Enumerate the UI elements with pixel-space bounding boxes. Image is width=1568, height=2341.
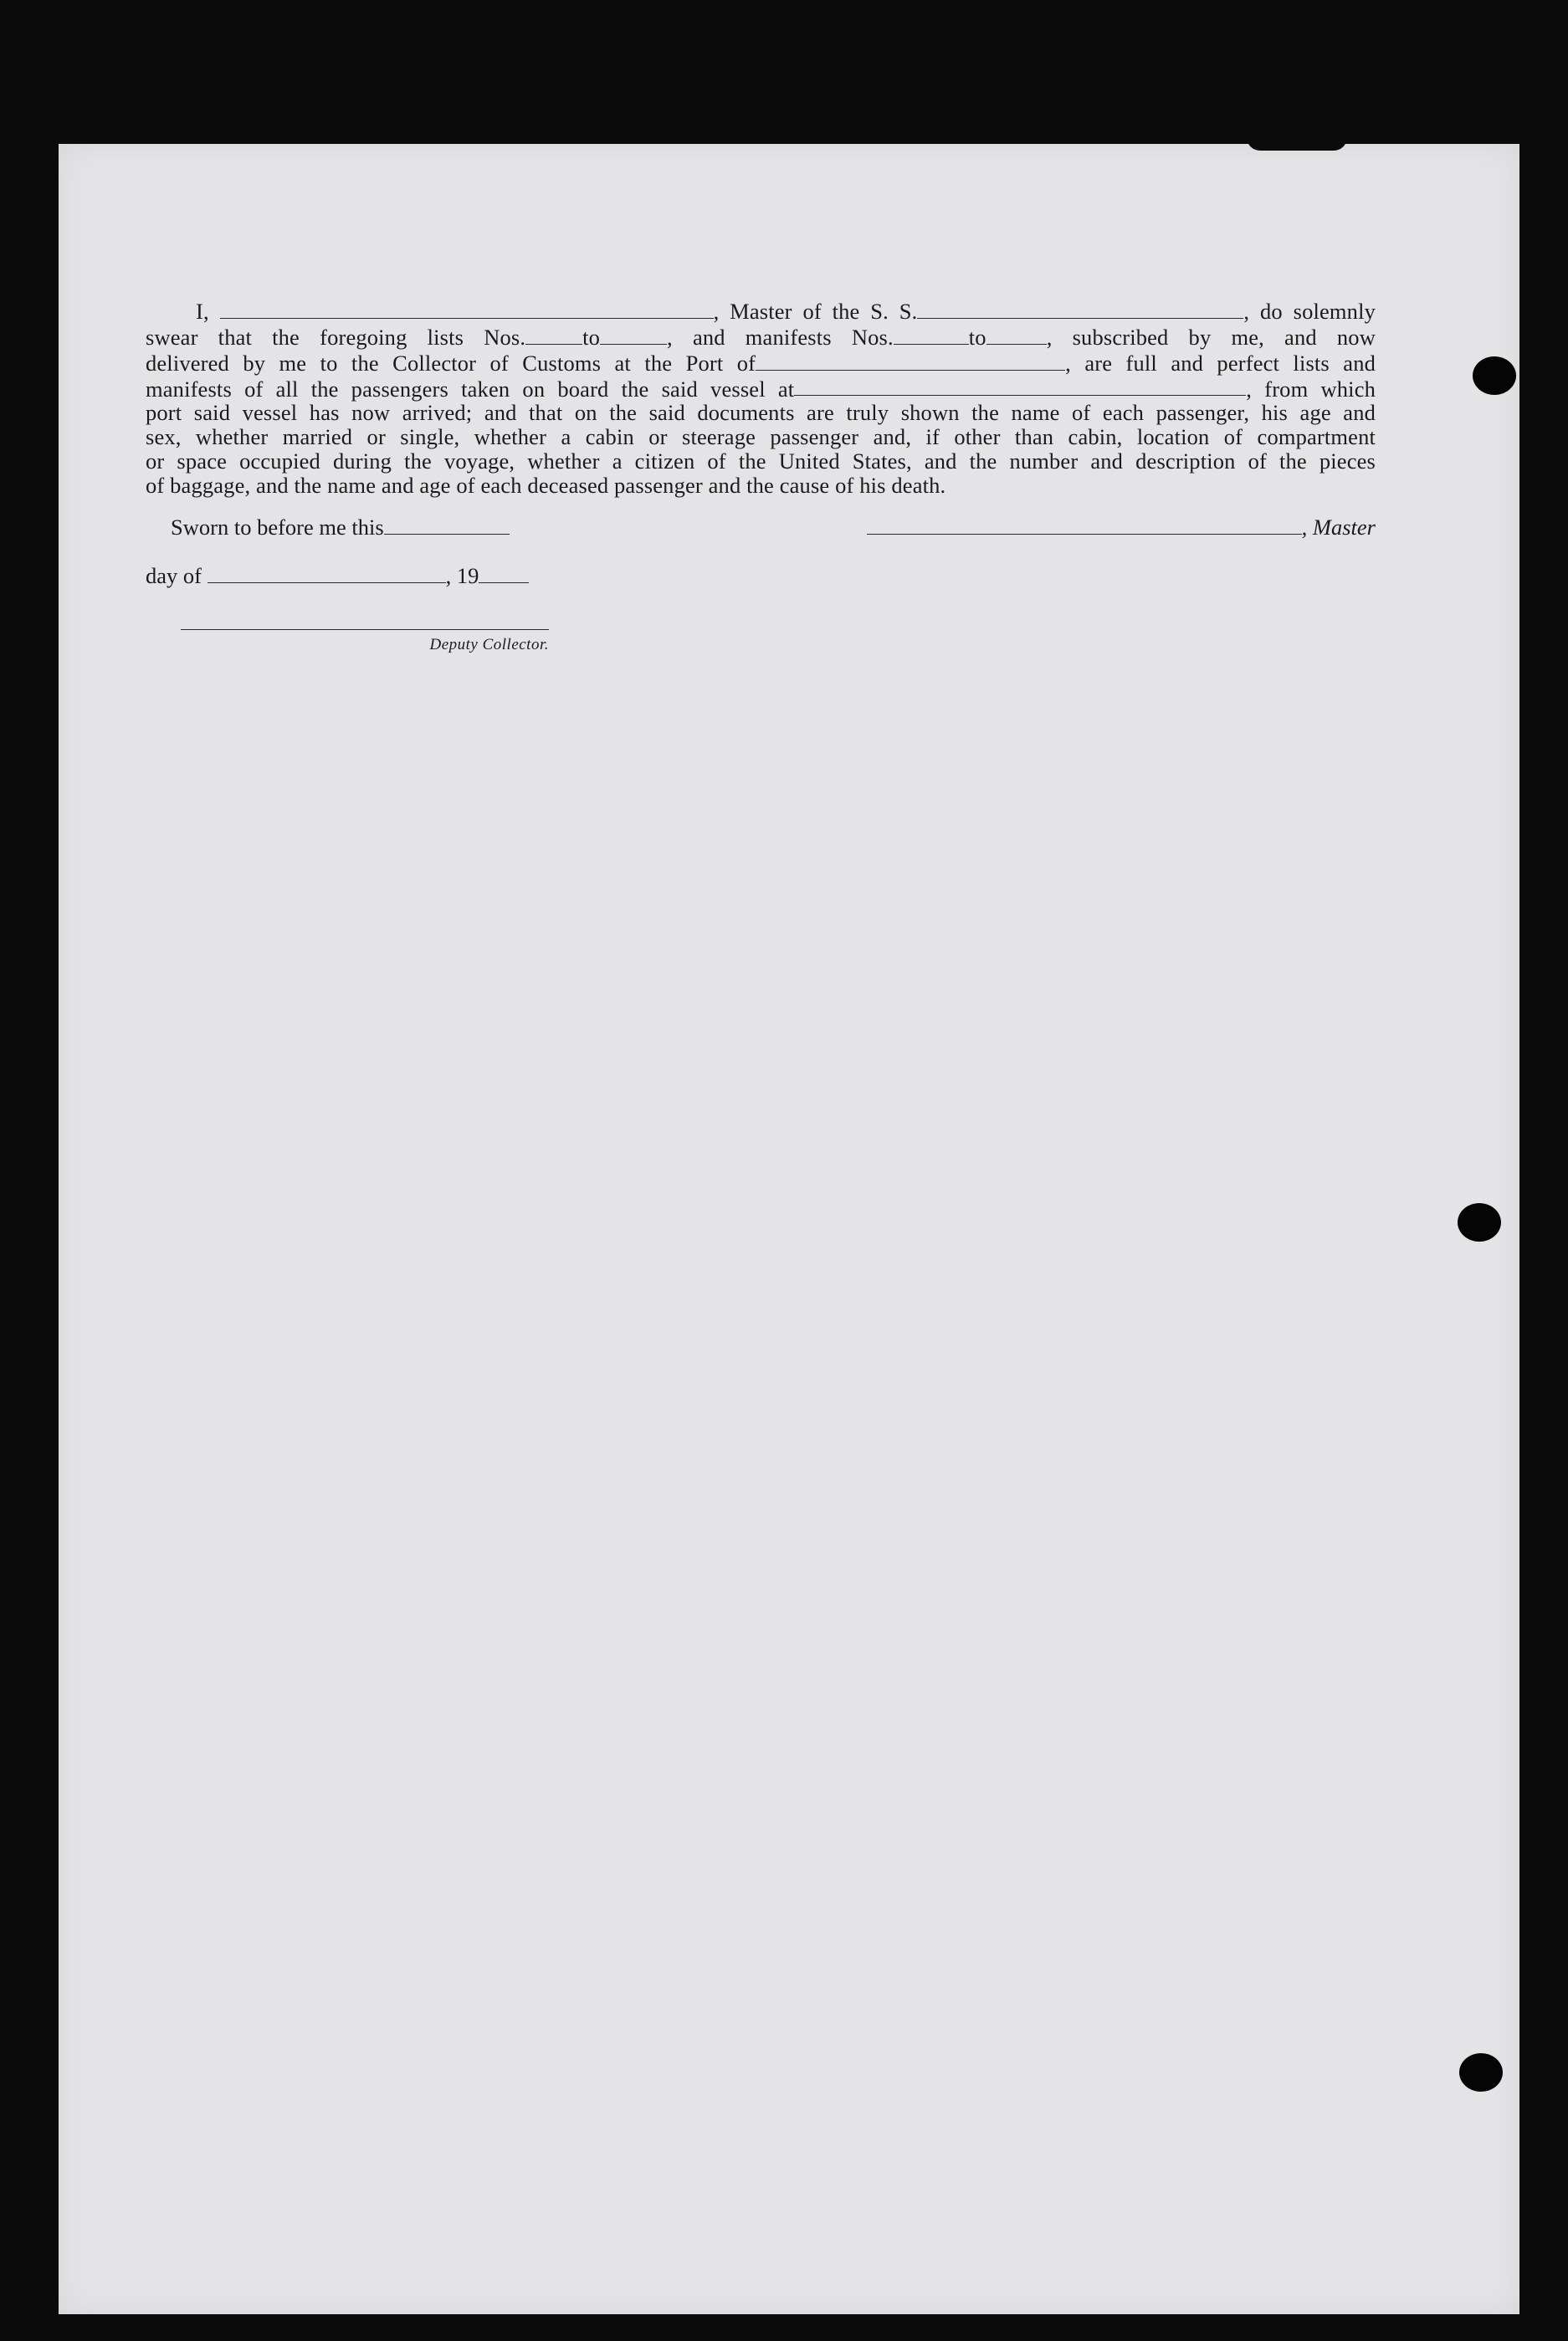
document-page [59,144,1519,2314]
oath-paragraph [146,298,1376,498]
master-name-blank [220,298,714,319]
master-label: , Master [1301,514,1376,540]
oath-line-7: or space occupied during the voyage, whether a citizen of the United States, and the number and description of the pieces [146,448,1376,474]
oath-line-3 [146,350,1376,376]
master-signature-blank [867,514,1302,535]
month-blank [208,562,446,583]
oath-line-1 [146,298,1376,324]
oath-text: delivered by me to the Collector of Customs at the Port of [146,350,756,376]
deputy-collector-label: Deputy Collector. [429,636,549,653]
sworn-day-blank [384,514,510,535]
punch-hole [1459,2053,1503,2092]
sworn-statement [171,514,510,540]
lists-from-blank [525,324,582,345]
oath-text: to [582,324,601,350]
oath-line-5: port said vessel has now arrived; and that on the said documents are truly shown the name of each passenger, his age and [146,400,1376,426]
oath-text: , from which [1246,376,1376,402]
ship-name-blank [917,298,1243,319]
manifests-to-blank [986,324,1047,345]
port-blank [756,350,1065,371]
oath-text: , subscribed by me, and now [1046,324,1376,350]
oath-line-8: of baggage, and the name and age of each deceased passenger and the cause of his death. [146,473,946,499]
departure-port-blank [794,376,1246,397]
oath-text: , Master of the S. S. [713,298,918,324]
lists-to-blank [600,324,667,345]
oath-line-6: sex, whether married or single, whether a cabin or steerage passenger and, if other than cabin, location of compartment [146,424,1376,450]
manifests-from-blank [894,324,969,345]
day-line [146,562,529,589]
oath-text: , and manifests Nos. [667,324,894,350]
year-prefix: , 19 [445,562,479,588]
oath-line-2 [146,324,1376,350]
punch-hole [1473,356,1516,395]
page-notch [1247,137,1347,151]
oath-text: manifests of all the passengers taken on board the said vessel at [146,376,795,402]
oath-text: to [968,324,986,350]
day-prefix: day of [146,562,202,588]
oath-text: swear that the foregoing lists Nos. [146,324,526,350]
oath-text: , are full and perfect lists and [1065,350,1376,376]
oath-text: I, [196,298,209,324]
master-signature [867,514,1376,540]
oath-line-4 [146,376,1376,402]
punch-hole [1458,1203,1501,1242]
deputy-signature-line [181,629,549,630]
oath-text: , do solemnly [1243,298,1376,324]
sworn-prefix: Sworn to before me this [171,514,384,540]
year-blank [479,562,529,583]
